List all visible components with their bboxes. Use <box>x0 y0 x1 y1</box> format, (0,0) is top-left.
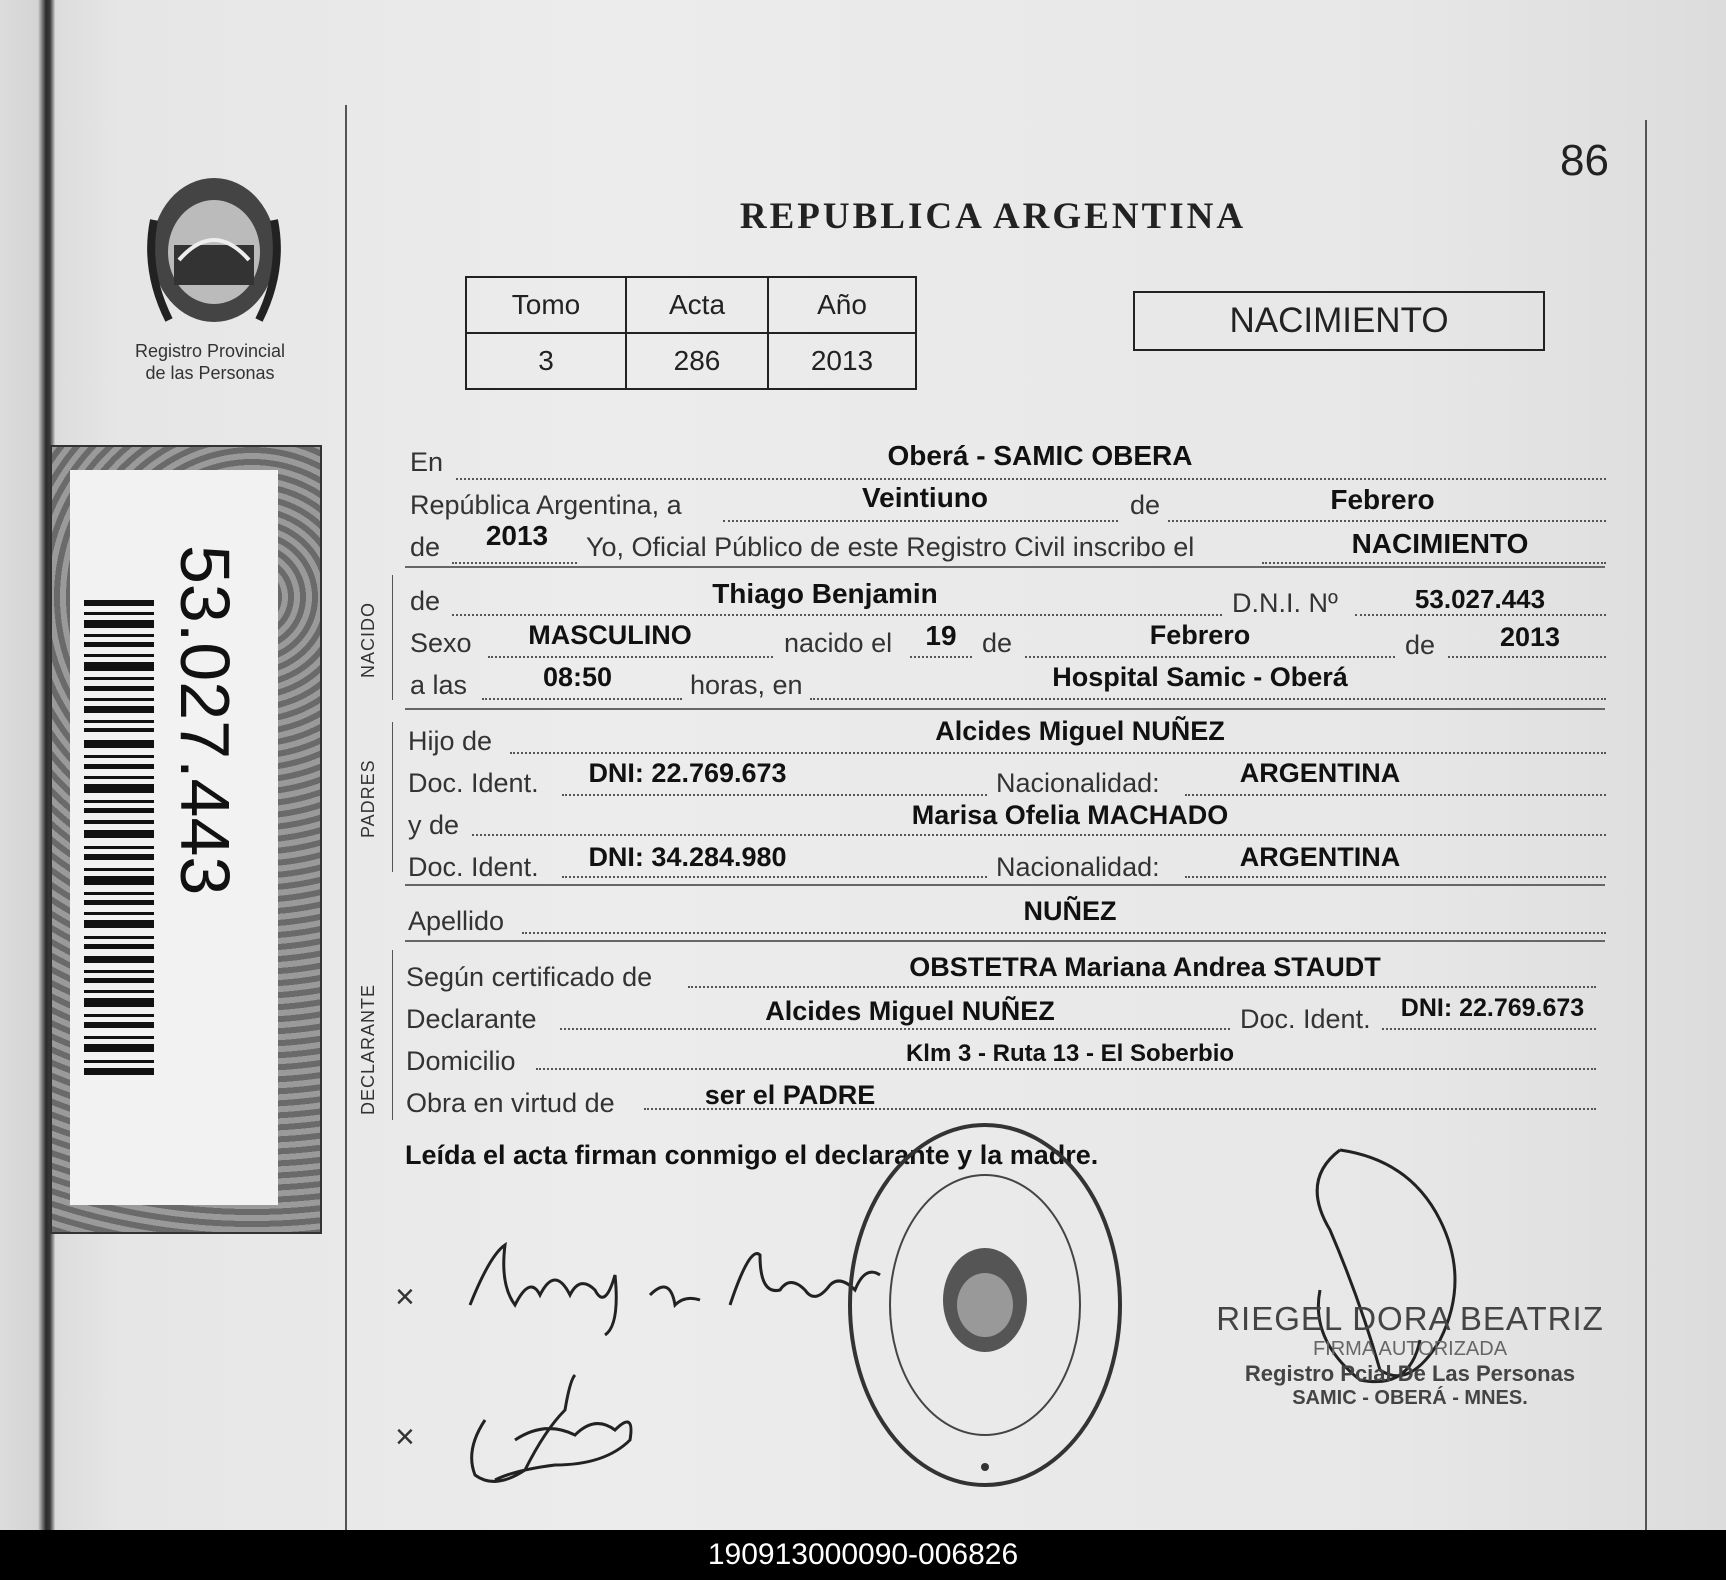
page-number: 86 <box>1560 136 1609 185</box>
label-sexo: Sexo <box>410 628 472 658</box>
label-hijo-de: Hijo de <box>408 726 493 756</box>
value-anio: 2013 <box>485 520 549 551</box>
value-hora: 08:50 <box>542 662 613 692</box>
signature-declarante <box>460 1235 900 1345</box>
dots-madre <box>472 834 1606 836</box>
label-nacido-el: nacido el <box>784 628 893 658</box>
value-declarante-doc: DNI: 22.769.673 <box>1400 994 1585 1022</box>
value-tipo: NACIMIENTO <box>1351 528 1529 559</box>
divider-nacido-top <box>405 566 1605 568</box>
value-lugar-nac: Hospital Samic - Oberá <box>1052 662 1348 692</box>
value-padre-nac: ARGENTINA <box>1239 758 1401 788</box>
dots-padre-doc <box>562 794 987 796</box>
label-a-las: a las <box>410 670 468 700</box>
value-domicilio: Klm 3 - Ruta 13 - El Soberbio <box>905 1040 1235 1067</box>
label-de-year: de <box>410 532 441 562</box>
dots-sexo <box>488 656 773 658</box>
divider-padres-top <box>405 708 1605 710</box>
label-segun-certificado: Según certificado de <box>406 962 653 992</box>
registry-table <box>465 276 917 390</box>
value-padre-doc: DNI: 22.769.673 <box>588 758 787 788</box>
divider-apellido-top <box>405 884 1605 886</box>
label-de3: de <box>1405 630 1436 660</box>
dots-dia-nac <box>910 656 972 658</box>
dots-nombre <box>452 614 1222 616</box>
label-doc-ident-2: Doc. Ident. <box>408 852 539 882</box>
official-name: RIEGEL DORA BEATRIZ <box>1216 1300 1604 1337</box>
registry-caption <box>110 340 310 384</box>
value-certificado: OBSTETRA Mariana Andrea STAUDT <box>909 952 1381 982</box>
value-madre: Marisa Ofelia MACHADO <box>911 800 1229 830</box>
label-yo-oficial: Yo, Oficial Público de este Registro Civil inscribo el <box>586 532 1195 562</box>
dots-apellido <box>522 932 1606 934</box>
registry-table-value-row <box>466 333 916 389</box>
label-doc-ident-1: Doc. Ident. <box>408 768 539 798</box>
value-acta: 286 <box>626 333 768 389</box>
value-dia-nac: 19 <box>925 620 957 651</box>
registry-table-header-row <box>466 277 916 333</box>
value-nombre: Thiago Benjamin <box>712 578 938 609</box>
section-label-padres: PADRES <box>358 759 378 838</box>
label-horas-en: horas, en <box>690 670 803 700</box>
dots-dia <box>723 520 1118 522</box>
value-tomo: 3 <box>466 333 626 389</box>
closing-statement: Leída el acta firman conmigo el declarante y la madre. <box>405 1140 1099 1170</box>
dots-mes-nac <box>1025 656 1395 658</box>
document-title: REPUBLICA ARGENTINA <box>739 196 1247 237</box>
dots-en <box>456 478 1606 480</box>
dots-padre-nac <box>1185 794 1606 796</box>
left-frame-line <box>345 105 347 1530</box>
value-lugar: Oberá - SAMIC OBERA <box>887 440 1193 471</box>
misiones-coat-of-arms-logo <box>134 160 294 335</box>
signature-mark-declarante: × <box>395 1278 415 1316</box>
label-apellido: Apellido <box>408 906 505 936</box>
label-domicilio: Domicilio <box>406 1046 516 1076</box>
label-republica-a: República Argentina, a <box>410 490 682 520</box>
header-tomo: Tomo <box>466 277 626 333</box>
label-dni: D.N.I. Nº <box>1232 588 1338 618</box>
label-en: En <box>410 447 444 477</box>
label-de2: de <box>982 628 1013 658</box>
signature-madre <box>455 1370 655 1495</box>
dots-lugar-nac <box>810 698 1606 700</box>
label-doc-ident-3: Doc. Ident. <box>1240 1004 1371 1034</box>
value-padre: Alcides Miguel NUÑEZ <box>935 716 1225 746</box>
official-line3: SAMIC - OBERÁ - MNES. <box>1292 1387 1528 1409</box>
padres-bracket <box>392 722 393 872</box>
dots-declarante <box>560 1028 1230 1030</box>
dots-tipo <box>1262 562 1606 564</box>
dots-anio-nac <box>1448 656 1606 658</box>
dots-domicilio <box>536 1068 1596 1070</box>
label-obra-en-virtud: Obra en virtud de <box>406 1088 615 1118</box>
registry-caption-line1: Registro Provincial <box>134 341 286 361</box>
dots-anio <box>452 562 577 564</box>
value-anio: 2013 <box>768 333 916 389</box>
document-type-box: NACIMIENTO <box>1133 291 1545 351</box>
signature-mark-madre: × <box>395 1418 415 1456</box>
label-y-de: y de <box>408 810 460 840</box>
dots-madre-nac <box>1185 876 1606 878</box>
official-line1: FIRMA AUTORIZADA <box>1312 1338 1508 1360</box>
value-anio-nac: 2013 <box>1499 622 1561 652</box>
dots-madre-doc <box>562 876 987 878</box>
nacido-bracket <box>392 575 393 700</box>
section-label-declarante: DECLARANTE <box>358 983 378 1115</box>
section-label-nacido: NACIDO <box>358 601 378 678</box>
registry-caption-line2: de las Personas <box>145 363 275 383</box>
value-mes-nac: Febrero <box>1149 620 1251 650</box>
label-de: de <box>1130 490 1161 520</box>
value-madre-nac: ARGENTINA <box>1239 842 1401 872</box>
dots-mes <box>1168 520 1606 522</box>
official-seal-stamp <box>835 1110 1135 1500</box>
header-acta: Acta <box>626 277 768 333</box>
value-dia-letras: Veintiuno <box>862 482 988 513</box>
official-name-stamp <box>1200 1300 1620 1410</box>
barcode-bars <box>84 600 154 1075</box>
dots-declarante-doc <box>1382 1028 1596 1030</box>
label-nacionalidad-1: Nacionalidad: <box>996 768 1160 798</box>
barcode-number: 53.027.443 <box>166 545 244 896</box>
dots-certificado <box>688 986 1596 988</box>
value-dni: 53.027.443 <box>1414 584 1546 614</box>
value-declarante: Alcides Miguel NUÑEZ <box>765 996 1055 1026</box>
header-anio: Año <box>768 277 916 333</box>
value-sexo: MASCULINO <box>528 620 692 650</box>
label-declarante: Declarante <box>406 1004 537 1034</box>
value-apellido: NUÑEZ <box>1023 896 1117 926</box>
dots-padre <box>510 752 1606 754</box>
value-mes: Febrero <box>1330 484 1435 515</box>
footer-code: 190913000090-006826 <box>0 1530 1726 1580</box>
value-madre-doc: DNI: 34.284.980 <box>588 842 787 872</box>
right-frame-line <box>1645 120 1647 1530</box>
official-line2: Registro Pcial De Las Personas <box>1244 1361 1576 1386</box>
value-virtud: ser el PADRE <box>704 1080 876 1110</box>
label-de-name: de <box>410 586 441 616</box>
divider-declarante-top <box>405 940 1605 942</box>
dots-hora <box>482 698 682 700</box>
declarante-bracket <box>392 950 393 1120</box>
label-nacionalidad-2: Nacionalidad: <box>996 852 1160 882</box>
